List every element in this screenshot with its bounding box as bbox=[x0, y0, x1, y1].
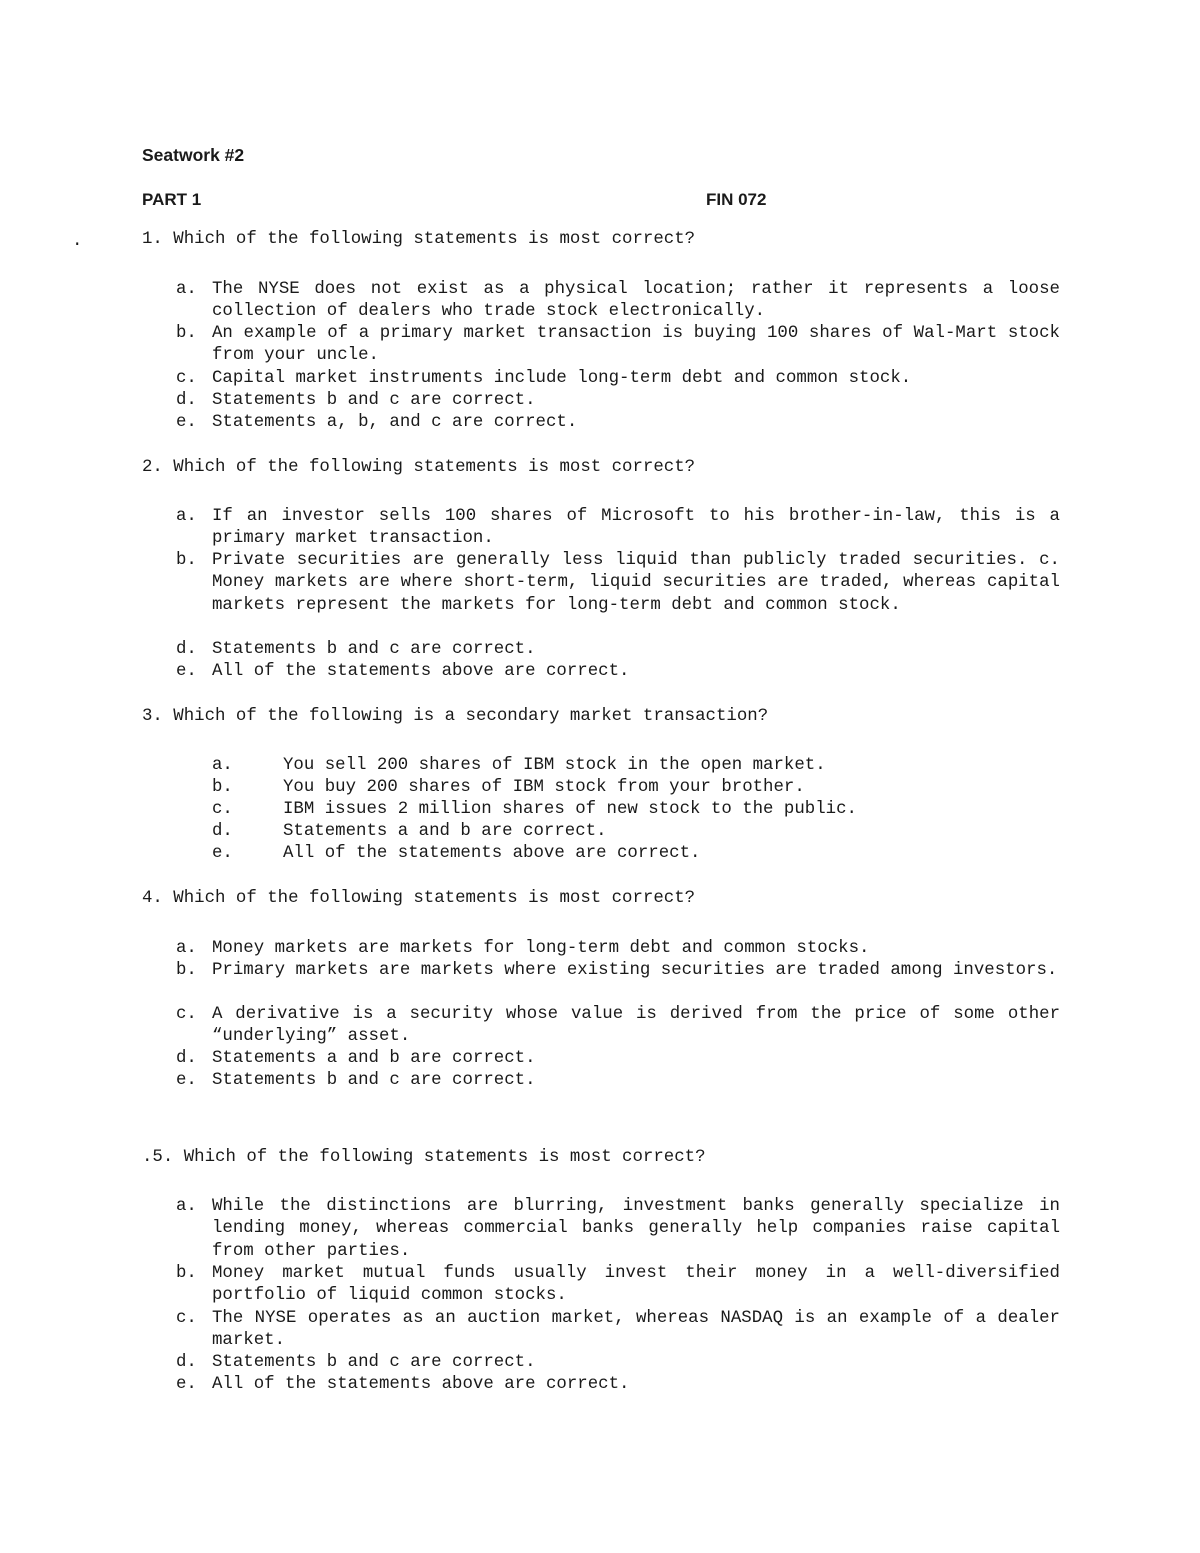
option-letter: a. bbox=[176, 1197, 197, 1216]
question-3-option-d[interactable] bbox=[212, 821, 607, 843]
option-letter: e. bbox=[212, 844, 233, 863]
option-text: While the distinctions are blurring, investment banks generally specialize in lending money, whereas commercial banks generally help companies raise capital from other parties. bbox=[212, 1197, 1060, 1261]
option-letter: b. bbox=[176, 324, 197, 343]
question-5-stem: .5. Which of the following statements is most correct? bbox=[142, 1148, 706, 1167]
option-text: The NYSE operates as an auction market, whereas NASDAQ is an example of a dealer market. bbox=[212, 1309, 1060, 1351]
question-2-option-e[interactable] bbox=[176, 661, 1060, 683]
question-5-option-a[interactable] bbox=[176, 1196, 1060, 1263]
option-letter: c. bbox=[212, 800, 233, 819]
question-1-option-d[interactable] bbox=[176, 390, 1060, 412]
question-3-option-b[interactable] bbox=[212, 777, 805, 799]
option-text: Statements b and c are correct. bbox=[212, 1071, 536, 1090]
part-label: PART 1 bbox=[142, 190, 202, 209]
question-4-stem: 4. Which of the following statements is most correct? bbox=[142, 889, 696, 908]
question-1-option-b[interactable] bbox=[176, 323, 1060, 368]
option-text: Capital market instruments include long-term debt and common stock. bbox=[212, 369, 912, 388]
option-text: Money market mutual funds usually invest their money in a well-diversified portfolio of liquid common stocks. bbox=[212, 1264, 1060, 1306]
question-1-stem: 1. Which of the following statements is most correct? bbox=[142, 230, 696, 249]
question-4-option-c[interactable] bbox=[176, 1004, 1060, 1049]
option-letter: b. bbox=[176, 1264, 197, 1283]
option-text: Statements a and b are correct. bbox=[283, 822, 607, 841]
question-4-option-a[interactable] bbox=[176, 938, 1060, 960]
question-5-option-e[interactable] bbox=[176, 1374, 1060, 1396]
option-letter: e. bbox=[176, 1375, 197, 1394]
option-letter: a. bbox=[176, 507, 197, 526]
question-5-option-c[interactable] bbox=[176, 1308, 1060, 1353]
option-text: All of the statements above are correct. bbox=[212, 1375, 630, 1394]
option-letter: d. bbox=[212, 822, 233, 841]
option-text: You sell 200 shares of IBM stock in the open market. bbox=[283, 756, 826, 775]
question-2-option-d[interactable] bbox=[176, 639, 1060, 661]
option-text: You buy 200 shares of IBM stock from your brother. bbox=[283, 778, 805, 797]
option-letter: e. bbox=[176, 413, 197, 432]
option-letter: a. bbox=[176, 280, 197, 299]
question-4-option-e[interactable] bbox=[176, 1070, 1060, 1092]
option-text: Statements b and c are correct. bbox=[212, 391, 536, 410]
option-text: The NYSE does not exist as a physical location; rather it represents a loose collection of dealers who trade stock electronically. bbox=[212, 280, 1060, 322]
option-letter: a. bbox=[212, 756, 233, 775]
option-text: Statements b and c are correct. bbox=[212, 640, 536, 659]
question-3-option-e[interactable] bbox=[212, 843, 700, 865]
question-3-option-c[interactable] bbox=[212, 799, 857, 821]
option-text: A derivative is a security whose value is derived from the price of some other “underlying” asset. bbox=[212, 1005, 1060, 1047]
question-1-option-e[interactable] bbox=[176, 412, 1060, 434]
option-letter: e. bbox=[176, 662, 197, 681]
option-letter: b. bbox=[176, 961, 197, 980]
question-2-stem: 2. Which of the following statements is most correct? bbox=[142, 458, 696, 477]
option-text: Statements b and c are correct. bbox=[212, 1353, 536, 1372]
question-3-option-a[interactable] bbox=[212, 755, 826, 777]
option-letter: b. bbox=[212, 778, 233, 797]
question-3-stem: 3. Which of the following is a secondary market transaction? bbox=[142, 707, 769, 726]
question-1-option-c[interactable] bbox=[176, 368, 1060, 390]
option-letter: d. bbox=[176, 1353, 197, 1372]
question-2-option-b[interactable] bbox=[176, 550, 1060, 617]
option-letter: a. bbox=[176, 939, 197, 958]
question-5-option-b[interactable] bbox=[176, 1263, 1060, 1308]
option-letter: c. bbox=[176, 1309, 197, 1328]
stray-mark: . bbox=[72, 232, 83, 251]
question-2-option-a[interactable] bbox=[176, 506, 1060, 551]
option-letter: c. bbox=[176, 369, 197, 388]
course-code: FIN 072 bbox=[706, 190, 767, 209]
option-text: IBM issues 2 million shares of new stock to the public. bbox=[283, 800, 857, 819]
option-letter: b. bbox=[176, 551, 197, 570]
option-letter: d. bbox=[176, 1049, 197, 1068]
option-letter: d. bbox=[176, 391, 197, 410]
page-title: Seatwork #2 bbox=[142, 145, 245, 165]
option-letter: c. bbox=[176, 1005, 197, 1024]
option-text: Statements a, b, and c are correct. bbox=[212, 413, 578, 432]
option-letter: e. bbox=[176, 1071, 197, 1090]
question-5-option-d[interactable] bbox=[176, 1352, 1060, 1374]
question-1-option-a[interactable] bbox=[176, 279, 1060, 324]
option-text: If an investor sells 100 shares of Microsoft to his brother-in-law, this is a primary market transaction. bbox=[212, 507, 1060, 549]
question-4-option-d[interactable] bbox=[176, 1048, 1060, 1070]
option-text: Private securities are generally less liquid than publicly traded securities. c. Money markets are where short-term, liquid securities are traded, whereas capital markets represent the markets for long-term debt and common stock. bbox=[212, 551, 1060, 615]
option-text: All of the statements above are correct. bbox=[212, 662, 630, 681]
option-text: Statements a and b are correct. bbox=[212, 1049, 536, 1068]
option-text: An example of a primary market transaction is buying 100 shares of Wal-Mart stock from your uncle. bbox=[212, 324, 1060, 366]
option-letter: d. bbox=[176, 640, 197, 659]
option-text: Primary markets are markets where existing securities are traded among investors. bbox=[212, 961, 1058, 980]
question-4-option-b[interactable] bbox=[176, 960, 1060, 982]
option-text: Money markets are markets for long-term debt and common stocks. bbox=[212, 939, 870, 958]
option-text: All of the statements above are correct. bbox=[283, 844, 701, 863]
